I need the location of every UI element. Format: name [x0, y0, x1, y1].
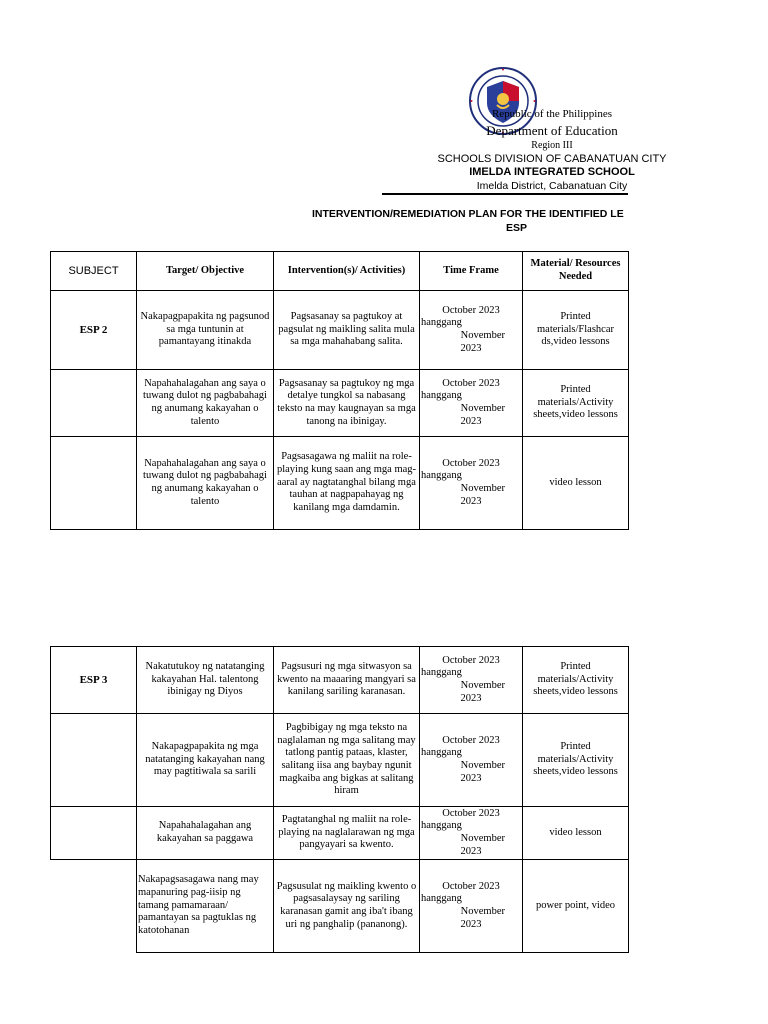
- time-frame-cell: [420, 291, 523, 370]
- time-end-year: 2023: [460, 415, 482, 427]
- subject-cell: [51, 437, 137, 530]
- time-frame-cell: [420, 437, 523, 530]
- plan-subject: ESP: [506, 222, 528, 234]
- school-name: IMELDA INTEGRATED SCHOOL: [469, 166, 635, 178]
- intervention-cell: Pagsusulat ng maikling kwento o pagsasalaysay ng sariling karanasan gamit ang iba't ibang uri ng panghalip (pananong).: [274, 860, 420, 953]
- header-divider: [382, 193, 628, 195]
- region-label: Region III: [531, 140, 573, 151]
- time-end-year: 2023: [460, 342, 482, 354]
- intervention-cell: Pagsasanay sa pagtukoy ng mga detalye tungkol sa nabasang teksto na may kaugnayan sa mga tanong na ibinigay.: [274, 370, 420, 437]
- time-end-month: November: [460, 906, 505, 917]
- material-cell: Printed materials/Activity sheets,video lessons: [523, 647, 629, 714]
- target-cell: Napahahalagahan ang saya o tuwang dulot ng pagbabahagi ng anumang kakayahan o talento: [137, 437, 274, 530]
- time-start: October 2023: [442, 807, 500, 819]
- target-cell: Napahahalagahan ang saya o tuwang dulot ng pagbabahagi ng anumang kakayahan o talento: [137, 370, 274, 437]
- target-cell: Nakapagsasagawa nang may mapanuring pag-iisip ng tamang pamamaraan/ pamantayan sa pagtuklas ng katotohanan: [137, 860, 274, 953]
- time-end-year: 2023: [460, 495, 482, 507]
- intervention-cell: Pagsasagawa ng maliit na role-playing kung saan ang mga mag-aaral ay nagtatanghal bilang mga tauhan at nagpapahayag ng kanilang mga damdamin.: [274, 437, 420, 530]
- header-time-frame: Time Frame: [420, 252, 523, 291]
- target-cell: Nakapagpapakita ng pagsunod sa mga tuntunin at pamantayang itinakda: [137, 291, 274, 370]
- table-row: [51, 714, 629, 807]
- time-frame-cell: [420, 647, 523, 714]
- department-heading: Department of Education: [486, 123, 618, 138]
- time-end-month: November: [460, 330, 505, 341]
- material-cell: power point, video: [523, 860, 629, 953]
- table-row: [51, 437, 629, 530]
- header-subject: SUBJECT: [51, 252, 137, 291]
- time-start: October 2023: [442, 304, 500, 316]
- subject-cell: [51, 714, 137, 807]
- subject-cell: [51, 370, 137, 437]
- time-start: October 2023: [442, 377, 500, 389]
- time-end-month: November: [460, 403, 505, 414]
- intervention-cell: Pagsusuri ng mga sitwasyon sa kwento na maaaring mangyari sa kanilang sariling karanasan.: [274, 647, 420, 714]
- time-connector: hanggang: [421, 390, 462, 402]
- time-start: October 2023: [442, 654, 500, 666]
- time-connector: hanggang: [421, 747, 462, 759]
- table-row: [51, 860, 629, 953]
- republic-heading: Republic of the Philippines: [491, 108, 613, 120]
- material-cell: video lesson: [523, 437, 629, 530]
- intervention-cell: Pagsasanay sa pagtukoy at pagsulat ng maikling salita mula sa mga mahahabang salita.: [274, 291, 420, 370]
- time-end-year: 2023: [460, 772, 482, 784]
- time-start: October 2023: [442, 457, 500, 469]
- target-cell: Napahahalagahan ang kakayahan sa paggawa: [137, 807, 274, 860]
- table-row: [51, 291, 629, 370]
- intervention-cell: Pagtatanghal ng maliit na role-playing na naglalarawan ng mga pangyayari sa kwento.: [274, 807, 420, 860]
- time-connector: hanggang: [421, 470, 462, 482]
- subject-cell: ESP 3: [51, 647, 137, 714]
- time-end-year: 2023: [460, 918, 482, 930]
- time-connector: hanggang: [421, 317, 462, 329]
- time-connector: hanggang: [421, 667, 462, 679]
- target-cell: Nakatutukoy ng natatanging kakayahan Hal. talentong ibinigay ng Diyos: [137, 647, 274, 714]
- intervention-cell: Pagbibigay ng mga teksto na naglalaman ng mga salitang may tatlong pantig pataas, klaster, salitang iisa ang baybay ngunit magkaiba ang bigkas at salitang hiram: [274, 714, 420, 807]
- time-end-year: 2023: [460, 845, 482, 857]
- material-cell: Printed materials/Activity sheets,video lessons: [523, 370, 629, 437]
- time-connector: hanggang: [421, 893, 462, 905]
- district-label: Imelda District, Cabanatuan City: [476, 180, 628, 192]
- subject-cell: ESP 2: [51, 291, 137, 370]
- header-intervention: Intervention(s)/ Activities): [274, 252, 420, 291]
- header-target: Target/ Objective: [137, 252, 274, 291]
- time-frame-cell: [420, 807, 523, 860]
- table-row: [51, 647, 629, 714]
- subject-cell: [51, 807, 137, 860]
- time-end-year: 2023: [460, 692, 482, 704]
- time-connector: hanggang: [421, 820, 462, 832]
- material-cell: video lesson: [523, 807, 629, 860]
- time-end-month: November: [460, 680, 505, 691]
- time-start: October 2023: [442, 734, 500, 746]
- intervention-table-esp3: [50, 646, 629, 953]
- time-frame-cell: [420, 860, 523, 953]
- division-label: SCHOOLS DIVISION OF CABANATUAN CITY: [437, 153, 667, 165]
- time-end-month: November: [460, 833, 505, 844]
- subject-cell: [51, 860, 137, 953]
- time-frame-cell: [420, 370, 523, 437]
- material-cell: Printed materials/Flashcar ds,video lessons: [523, 291, 629, 370]
- time-start: October 2023: [442, 880, 500, 892]
- material-cell: Printed materials/Activity sheets,video lessons: [523, 714, 629, 807]
- table-row: [51, 807, 629, 860]
- time-frame-cell: [420, 714, 523, 807]
- time-end-month: November: [460, 760, 505, 771]
- time-end-month: November: [460, 483, 505, 494]
- plan-title: INTERVENTION/REMEDIATION PLAN FOR THE IDENTIFIED LE: [312, 208, 624, 220]
- target-cell: Nakapagpapakita ng mga natatanging kakayahan nang may pagtitiwala sa sarili: [137, 714, 274, 807]
- header-material: Material/ Resources Needed: [523, 252, 629, 291]
- intervention-table-esp2: [50, 251, 629, 530]
- table-row: [51, 370, 629, 437]
